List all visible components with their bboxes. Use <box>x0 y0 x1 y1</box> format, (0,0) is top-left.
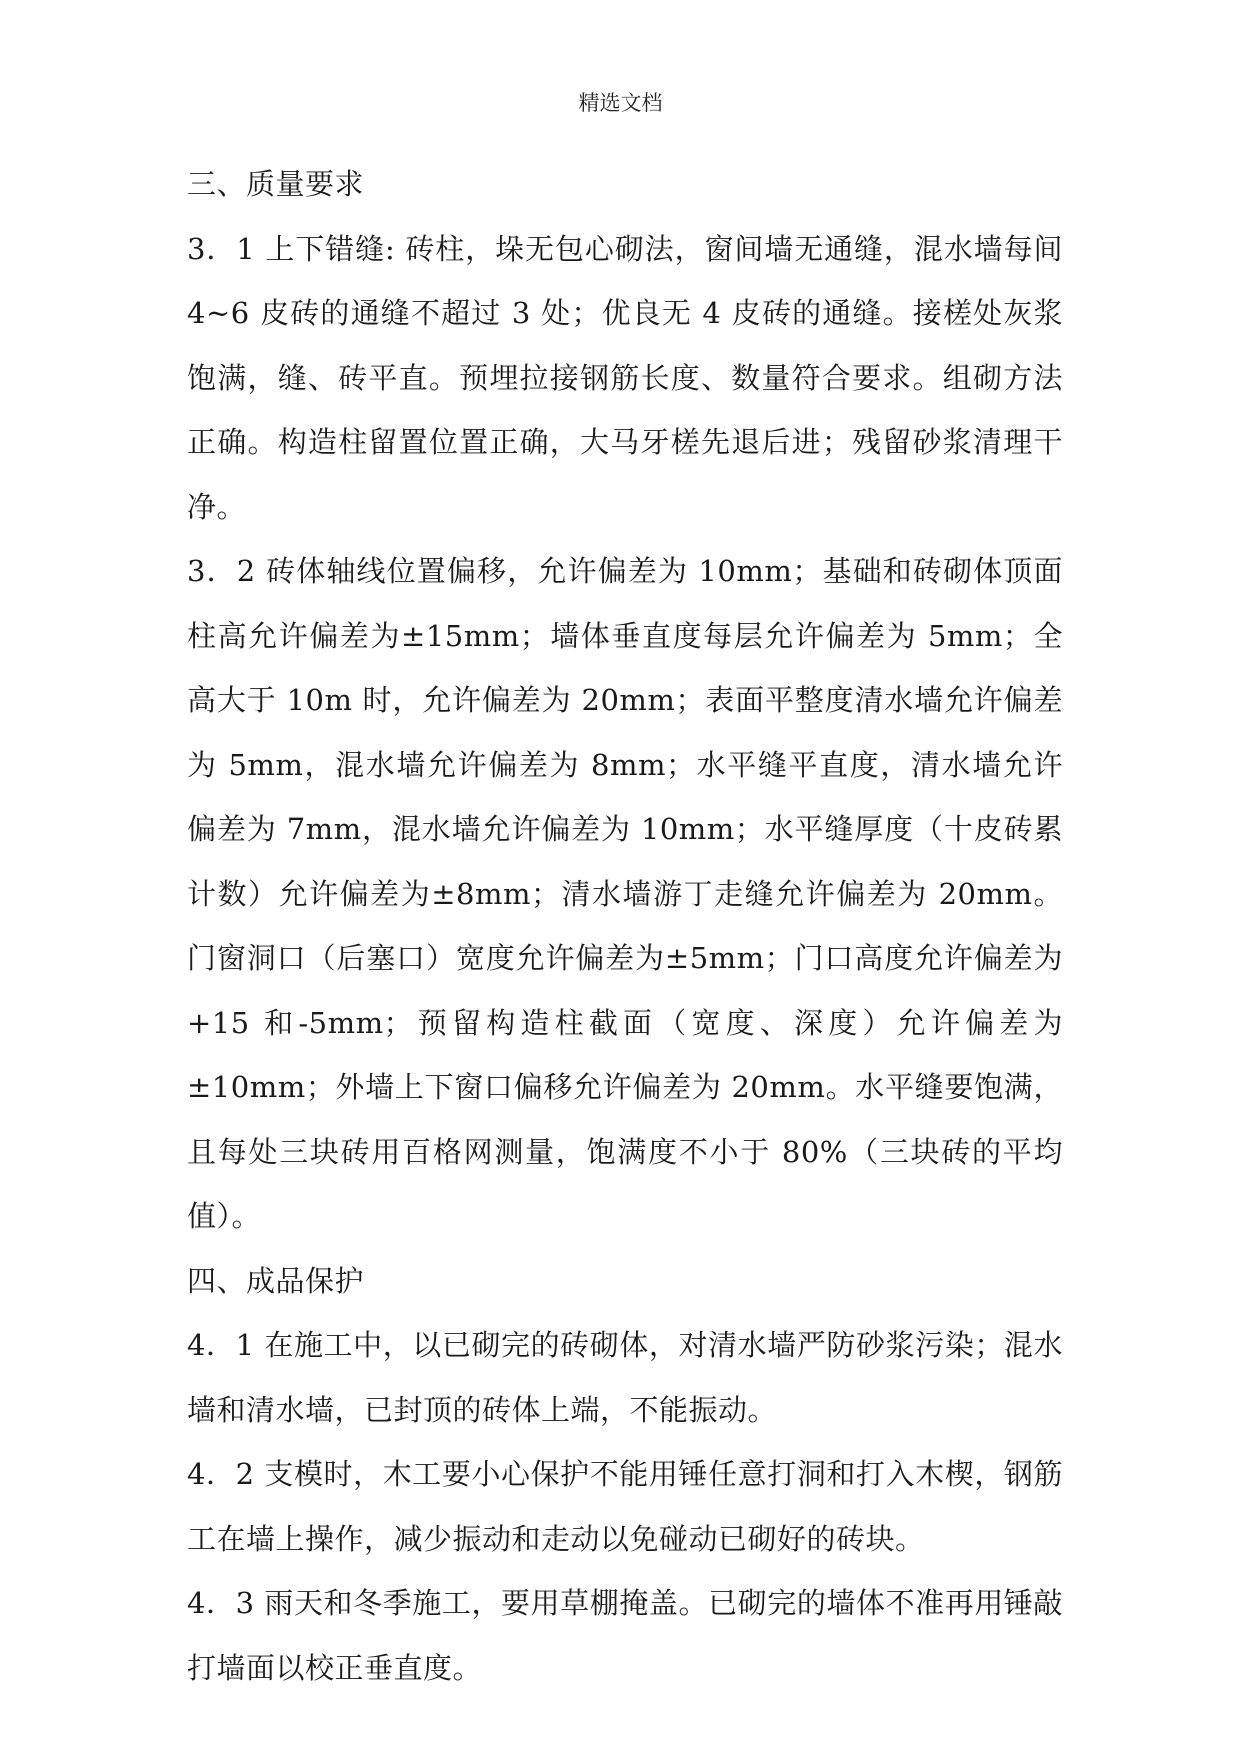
paragraph-4-1: 4．1 在施工中，以已砌完的砖砌体，对清水墙严防砂浆污染；混水墙和清水墙，已封顶的砖体上端，不能振动。 <box>187 1328 1063 1427</box>
section-heading-quality: 三、质量要求 <box>187 167 365 201</box>
page-header: 精选文档 <box>578 91 663 115</box>
paragraph-3-2: 3．2 砖体轴线位置偏移，允许偏差为 10mm；基础和砖砌体顶面柱高允许偏差为±15mm；墙体垂直度每层允许偏差为 5mm；全高大于 10m 时，允许偏差为 20mm；表面平整度清水墙允许偏差为 5mm，混水墙允许偏差为 8mm；水平缝平直度，清水墙允许偏差为 7mm，混水墙允许偏差为 10mm；水平缝厚度（十皮砖累计数）允许偏差为±8mm；清水墙游丁走缝允许偏差为 20mm。门窗洞口（后塞口）宽度允许偏差为±5mm；门口高度允许偏差为+15 和-5mm；预留构造柱截面（宽度、深度）允许偏差为±10mm；外墙上下窗口偏移允许偏差为 20mm。水平缝要饱满，且每处三块砖用百格网测量，饱满度不小于 80%（三块砖的平均值）。 <box>187 554 1063 1233</box>
paragraph-4-2: 4．2 支模时，木工要小心保护不能用锤任意打洞和打入木楔，钢筋工在墙上操作，减少振动和走动以免碰动已砌好的砖块。 <box>187 1457 1063 1556</box>
section-heading-protection: 四、成品保护 <box>187 1263 365 1298</box>
paragraph-4-3: 4．3 雨天和冬季施工，要用草棚掩盖。已砌完的墙体不准再用锤敲打墙面以校正垂直度。 <box>187 1586 1063 1685</box>
document-body <box>187 152 1063 1700</box>
paragraph-3-1: 3．1 上下错缝: 砖柱，垛无包心砌法，窗间墙无通缝，混水墙每间 4~6 皮砖的通缝不超过 3 处；优良无 4 皮砖的通缝。接槎处灰浆饱满，缝、砖平直。预埋拉接钢筋长度、数量符合要求。组砌方法正确。构造柱留置位置正确，大马牙槎先退后进；残留砂浆清理干净。 <box>187 231 1063 524</box>
